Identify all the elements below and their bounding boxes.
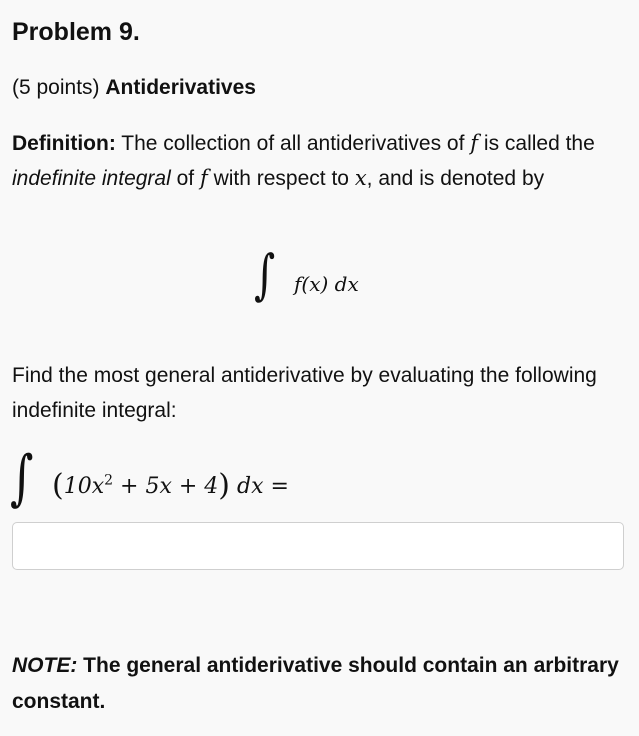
- definition-text-1: The collection of all antiderivatives of: [115, 132, 471, 155]
- function-symbol: f: [199, 166, 208, 190]
- variable-symbol: x: [354, 166, 367, 190]
- polynomial-term: 10x: [63, 474, 105, 499]
- note-body: The general antiderivative should contain an arbitrary constant.: [12, 654, 619, 713]
- problem-formula: [10, 443, 410, 518]
- polynomial-rest: + 5x + 4: [113, 474, 219, 499]
- integrand-expression: f(x) dx: [294, 272, 359, 296]
- topic-label: Antiderivatives: [105, 76, 256, 99]
- definition-text-3: of: [170, 167, 200, 190]
- problem-title: Problem 9.: [12, 18, 140, 46]
- answer-input[interactable]: [12, 522, 624, 570]
- differential: dx =: [237, 474, 289, 499]
- function-symbol: f: [470, 131, 479, 155]
- definition-term: indefinite integral: [12, 167, 171, 190]
- integral-sign-icon: ∫: [254, 243, 276, 306]
- note-text: [12, 648, 627, 720]
- definition-text-5: , and is denoted by: [366, 167, 545, 190]
- integral-expression: [52, 466, 289, 501]
- exponent: 2: [104, 472, 114, 489]
- definition-text-2: is called the: [478, 132, 595, 155]
- close-paren: ): [218, 468, 231, 503]
- definition-text-4: with respect to: [207, 167, 355, 190]
- question-text: Find the most general antiderivative by evaluating the following indefinite integral:: [12, 364, 597, 422]
- points-label: (5 points): [12, 76, 100, 99]
- problem-subtitle: [12, 74, 256, 102]
- definition-label: Definition:: [12, 132, 116, 155]
- integral-sign-icon: ∫: [10, 443, 34, 513]
- definition-paragraph: [12, 126, 632, 196]
- open-paren: (: [52, 468, 64, 503]
- note-label: NOTE:: [12, 654, 78, 677]
